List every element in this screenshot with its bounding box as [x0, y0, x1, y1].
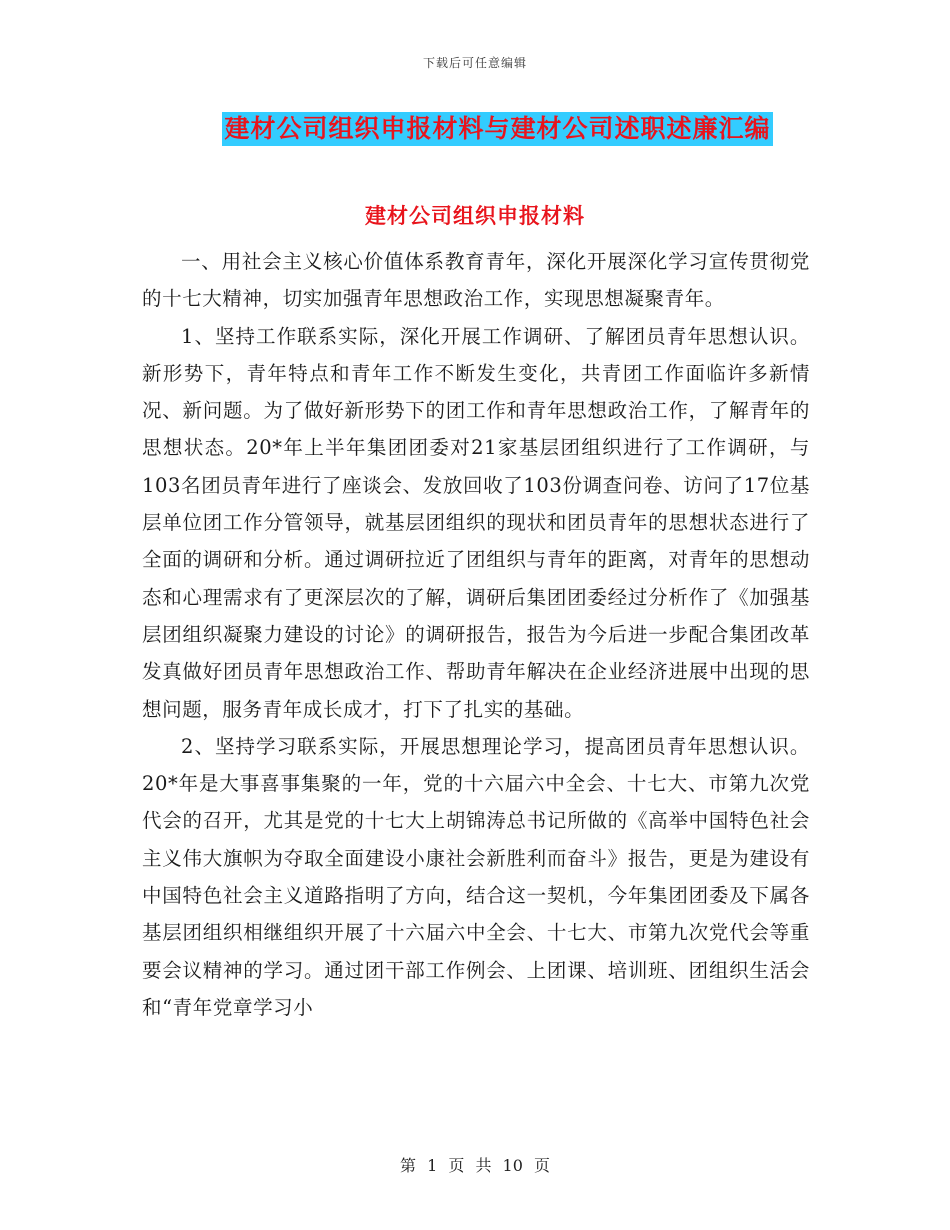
body-text: [142, 243, 810, 1026]
main-title: 建材公司组织申报材料与建材公司述职述廉汇编: [222, 112, 772, 146]
header-note: 下载后可任意编辑: [422, 56, 527, 70]
page-footer: 第 1 页 共 10 页: [400, 1156, 550, 1175]
paragraph: 一、用社会主义核心价值体系教育青年，深化开展深化学习宣传贯彻党的十七大精神，切实加强青年思想政治工作，实现思想凝聚青年。: [142, 250, 810, 311]
paragraph: 1、坚持工作联系实际，深化开展工作调研、了解团员青年思想认识。新形势下，青年特点和青年工作不断发生变化，共青团工作面临许多新情况、新问题。为了做好新形势下的团工作和青年思想政治工作，了解青年的思想状态。20*年上半年集团团委对21家基层团组织进行了工作调研，与103名团员青年进行了座谈会、发放回收了103份调查问卷、访问了17位基层单位团工作分管领导，就基层团组织的现状和团员青年的思想状态进行了全面的调研和分析。通过调研拉近了团组织与青年的距离，对青年的思想动态和心理需求有了更深层次的了解，调研后集团团委经过分析作了《加强基层团组织凝聚力建设的讨论》的调研报告，报告为今后进一步配合集团改革发真做好团员青年思想政治工作、帮助青年解决在企业经济进展中出现的思想问题，服务青年成长成才，打下了扎实的基础。: [142, 324, 810, 721]
paragraph: 2、坚持学习联系实际，开展思想理论学习，提高团员青年思想认识。20*年是大事喜事集聚的一年，党的十六届六中全会、十七大、市第九次党代会的召开，尤其是党的十七大上胡锦涛总书记所做的《高举中国特色社会主义伟大旗帜为夺取全面建设小康社会新胜利而奋斗》报告，更是为建设有中国特色社会主义道路指明了方向，结合这一契机，今年集团团委及下属各基层团组织相继组织开展了十六届六中全会、十七大、市第九次党代会等重要会议精神的学习。通过团干部工作例会、上团课、培训班、团组织生活会和“青年党章学习小: [142, 734, 810, 1019]
main-title-wrap: [0, 112, 950, 146]
section-title: 建材公司组织申报材料: [365, 203, 585, 228]
